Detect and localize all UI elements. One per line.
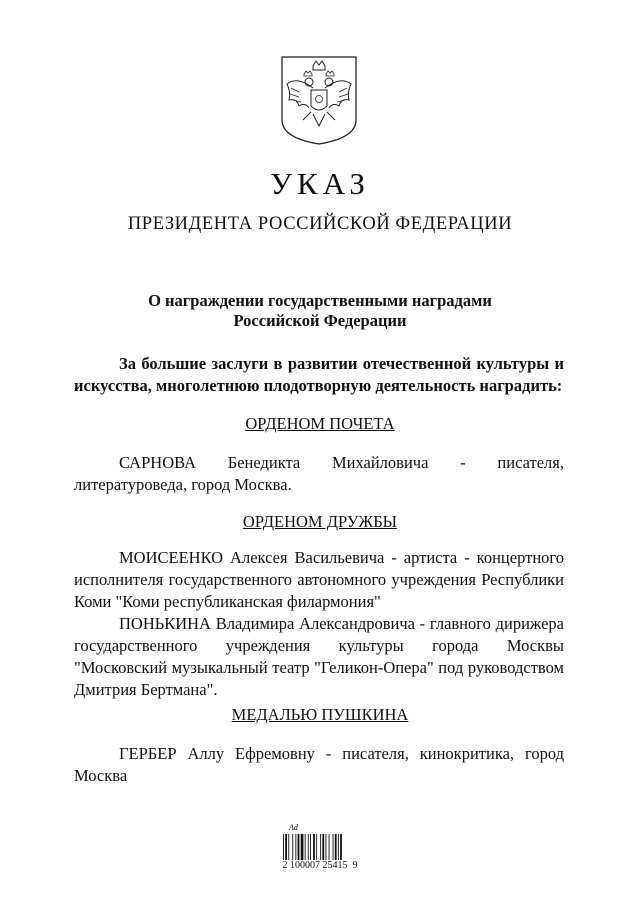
award-heading-order-of-friendship: ОРДЕНОМ ДРУЖБЫ xyxy=(242,512,398,531)
decree-subject xyxy=(0,291,640,331)
award-recipient: ГЕРБЕР Аллу Ефремовну - писателя, кинокритика, город Москва xyxy=(74,744,564,785)
decree-subtitle: ПРЕЗИДЕНТА РОССИЙСКОЙ ФЕДЕРАЦИИ xyxy=(127,214,513,234)
award-recipient: ПОНЬКИНА Владимира Александровича - главного дирижера государственного учреждения культуры города Москвы "Московский музыкальный театр "Геликон-Опера" под руководством Дмитрия Бертмана". xyxy=(74,614,564,699)
barcode-bar xyxy=(326,834,327,860)
award-recipient: САРНОВА Бенедикта Михайловича - писателя, литературоведа, город Москва. xyxy=(74,453,564,494)
barcode-bar xyxy=(298,834,300,860)
barcode-bar xyxy=(335,834,337,860)
barcode-bar xyxy=(308,834,309,860)
barcode-bar xyxy=(316,834,317,860)
award-heading-pushkin-medal: МЕДАЛЬЮ ПУШКИНА xyxy=(231,705,409,724)
barcode-bar xyxy=(283,834,284,860)
barcode-bar xyxy=(305,834,306,860)
award-recipient: МОИСЕЕНКО Алексея Васильевича - артиста - концертного исполнителя государственного автономного учреждения Республики Коми "Коми республиканская филармония" xyxy=(74,548,564,611)
barcode-bar xyxy=(329,834,330,860)
subject-line-2: Российской Федерации xyxy=(233,311,407,330)
coat-of-arms-emblem xyxy=(277,54,361,146)
barcode-bar xyxy=(310,834,311,860)
barcode-mark: Ad xyxy=(289,823,298,832)
decree-title: УКАЗ xyxy=(270,166,370,201)
subject-line-1: О награждении государственными наградами xyxy=(148,291,492,310)
barcode-bar xyxy=(313,834,315,860)
barcode-bar xyxy=(292,834,293,860)
barcode-bar xyxy=(320,834,321,860)
barcode-number: 2 100007 25415 9 xyxy=(282,860,358,871)
barcode-bar xyxy=(333,834,334,860)
barcode-bars xyxy=(283,834,342,860)
barcode-bar xyxy=(340,834,342,860)
award-heading-order-of-honor: ОРДЕНОМ ПОЧЕТА xyxy=(245,414,395,433)
barcode-bar xyxy=(338,834,339,860)
barcode-bar xyxy=(322,834,324,860)
barcode-bar xyxy=(295,834,296,860)
barcode-bar xyxy=(301,834,304,860)
barcode-bar xyxy=(288,834,289,860)
barcode-bar xyxy=(285,834,287,860)
decree-preamble: За большие заслуги в развитии отечественной культуры и искусства, многолетнюю плодотворную деятельность наградить: xyxy=(74,354,564,395)
